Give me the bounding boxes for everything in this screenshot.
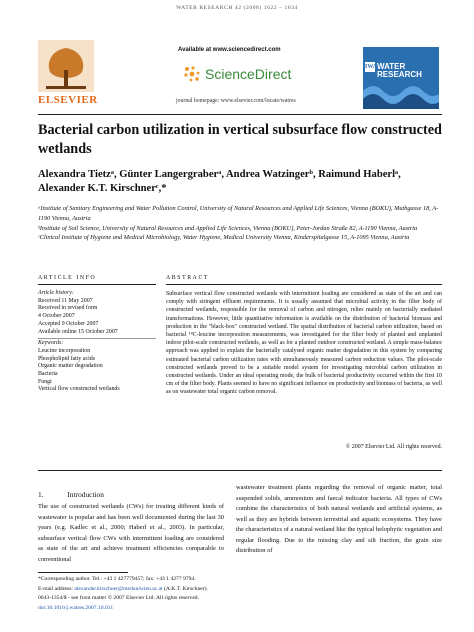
keyword: Vertical flow constructed wetlands <box>38 386 120 393</box>
availability-line: Available at www.sciencedirect.com <box>178 47 281 53</box>
publisher-name: ELSEVIER <box>38 94 98 106</box>
email-prefix: E-mail address: <box>38 585 75 592</box>
affiliations <box>38 204 448 243</box>
history-online: Available online 15 October 2007 <box>38 328 118 335</box>
journal-citation: WATER RESEARCH 42 (2008) 1622 – 1634 <box>176 5 298 11</box>
footnotes <box>38 575 238 613</box>
footnote-rule <box>38 572 128 573</box>
keyword: Fungi <box>38 378 52 385</box>
affiliation-c: ᶜClinical Institute of Hygiene and Medical Microbiology, Water Hygiene, Medical University Vienna, Kinderspitalgasse 15, A-1095 Vienna, Austria <box>38 234 410 242</box>
cover-title-line1: WATER <box>377 62 406 71</box>
history-revised: Received in revised form <box>38 305 98 312</box>
affiliation-a: ᵃInstitute of Sanitary Engineering and Water Pollution Control, University of Natural Resources and Applied Life Sciences, Vienna (BOKU), Muthgasse 18, A-1190 Vienna, Austria <box>38 205 439 222</box>
email-suffix: (A.K.T. Kirschner). <box>162 585 208 592</box>
section-heading <box>38 490 104 499</box>
elsevier-tree-logo-icon <box>38 40 94 92</box>
keyword: Phospholipid fatty acids <box>38 355 95 362</box>
keywords-label: Keywords: <box>38 340 64 347</box>
cover-title-line2: RESEARCH <box>377 70 422 79</box>
iwa-mark: IWA <box>365 64 378 70</box>
abstract-rule <box>166 284 442 285</box>
keyword: Organic matter degradation <box>38 363 103 370</box>
corresponding-author-note: *Corresponding author. Tel.: +43 1 427779457; fax: +43 1 4277 9794. <box>38 576 196 582</box>
keywords-divider <box>38 338 156 339</box>
sciencedirect-dots-icon <box>182 64 202 84</box>
abstract-heading: ABSTRACT <box>166 275 210 281</box>
intro-right-column: wastewater treatment plants regarding the removal of organic matter, total suspended solids, ammonium and faecal indicator bacteria. All types of CWs combine the characteristics of both natural wetlands and artificial systems, as well as they are hybrids between terrestrial and aquatic ecosystems. They have the characteristics of a natural wetland like the typical helophytic vegetation and regular flooding. Due to the missing clay and silt fraction, the grain size distribution of <box>236 484 442 554</box>
history-label: Article history: <box>38 290 74 296</box>
abstract-copyright: © 2007 Elsevier Ltd. All rights reserved. <box>345 444 442 450</box>
keyword: Bacteria <box>38 371 58 378</box>
section-number: 1. <box>38 490 44 499</box>
article-title: Bacterial carbon utilization in vertical subsurface flow constructed wetlands <box>38 122 442 157</box>
history-revised-date: 4 October 2007 <box>38 313 75 320</box>
header-rule <box>38 114 442 115</box>
section-title: Introduction <box>67 490 104 499</box>
history-accepted: Accepted 9 October 2007 <box>38 320 99 327</box>
abstract-text: Subsurface vertical flow constructed wetlands with intermittent loading are considered as state of the art and can comply with stringent effluent requirements. It is usually assumed that microbial activity in the filter body of constructed wetlands, responsible for the removal of carbon and nitrogen, relies mainly on bacterially mediated transformations. However, little quantitative information is available on the distribution of bacterial biomass and production in the "black-box" constructed wetland. The spatial distribution of bacterial carbon utilization, based on bacterial ¹⁴C-leucine incorporation measurements, was investigated for the filter body of planted and unplanted indoor pilot-scale constructed wetlands, as well as for a planted outdoor constructed wetland. A simple mass-balance approach was applied to explain the bacterially catalysed organic matter degradation in this system by comparing estimated bacterial carbon utilization rates with simultaneously measured carbon reduction values. The pilot-scale constructed wetlands proved to be a suitable model system for investigating microbial carbon utilization in constructed wetlands. Under an ideal operating mode, the bulk of bacterial productivity occurred within the first 10 cm of the filter body. Plants seemed to have no significant influence on productivity and biomass of bacteria, as well as on wastewater total organic carbon removal. <box>166 291 442 396</box>
article-info-box <box>38 290 156 394</box>
issn-line: 0043-1354/$ - see front matter © 2007 Elsevier Ltd. All rights reserved. <box>38 595 199 601</box>
article-authors: Alexandra Tietzᵃ, Günter Langergraberᵃ, Andrea Watzingerᵇ, Raimund Haberlᵃ, Alexander K.T. Kirschnerᶜ,* <box>38 169 401 194</box>
affiliation-b: ᵇInstitute of Soil Science, University of Natural Resources and Applied Life Sciences, Vienna (BOKU), Peter-Jordan Straße 82, A-1190 Vienna, Austria <box>38 224 418 232</box>
email-link[interactable]: alexander.kirschner@meduniwien.ac.at <box>74 585 163 592</box>
article-info-heading: ARTICLE INFO <box>38 275 97 281</box>
journal-homepage[interactable]: journal homepage: www.elsevier.com/locate/watres <box>176 98 296 104</box>
body-rule <box>38 470 442 471</box>
history-received: Received 11 May 2007 <box>38 297 93 304</box>
keyword: Leucine incorporation <box>38 347 91 354</box>
cover-title <box>377 63 422 79</box>
cover-wave-art-icon <box>363 81 439 109</box>
sciencedirect-logo-text: ScienceDirect <box>205 66 292 82</box>
email-note <box>38 585 238 595</box>
intro-left-column: The use of constructed wetlands (CWs) for treating different kinds of wastewater is popular and has been well documented during the last 30 years (e.g. Kadlec et al., 2000; Haberl et al., 2003). In particular, subsurface vertical flow CWs with intermittent loading are considered as state of the art and achieve treatment efficiencies comparable to conventional <box>38 503 224 563</box>
doi-link[interactable]: doi:10.1016/j.watres.2007.10.011 <box>38 604 114 611</box>
journal-cover-image <box>363 47 439 109</box>
info-rule <box>38 284 156 285</box>
